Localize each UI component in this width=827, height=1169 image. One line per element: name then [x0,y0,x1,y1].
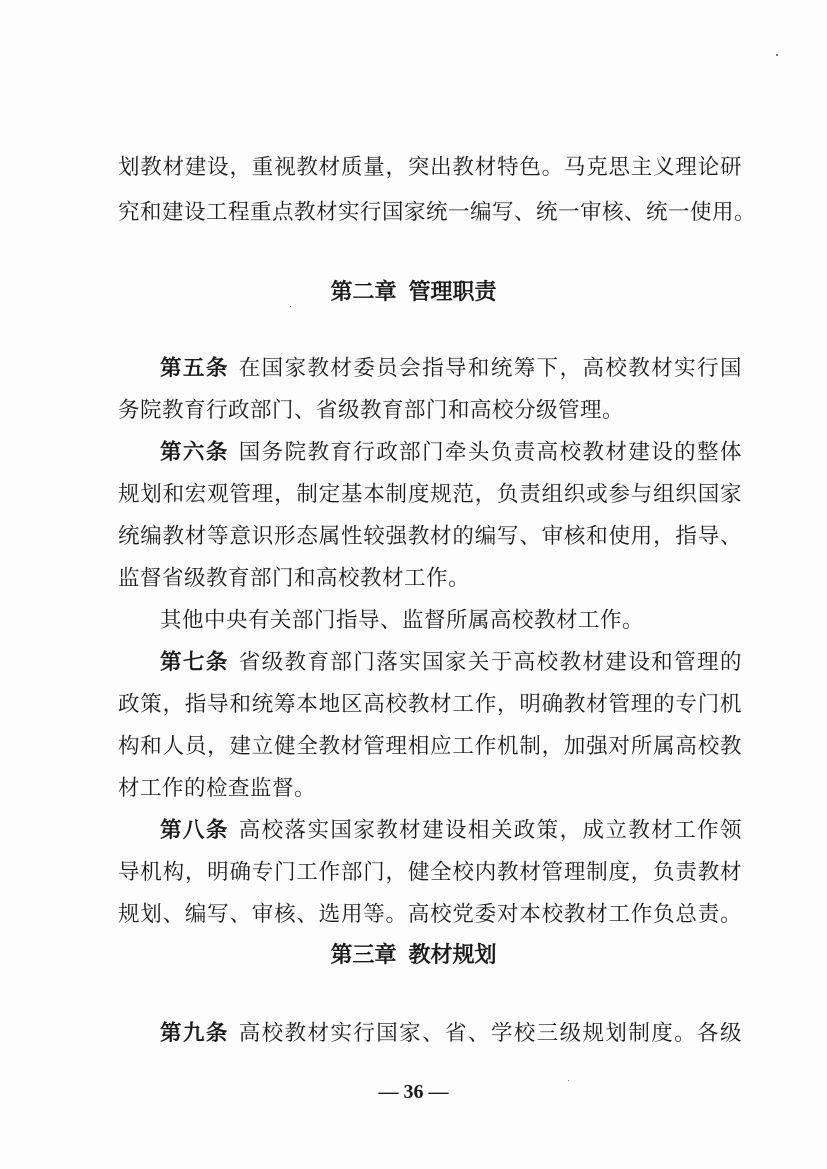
article-text: 省级教育部门落实国家关于高校教材建设和管理的 [238,650,742,675]
body-text-line: 政策，指导和统筹本地区高校教材工作，明确教材管理的专门机 [118,692,742,717]
chapter-title: 教材规划 [408,943,497,968]
body-text-line: 材工作的检查监督。 [118,776,317,801]
article-text: 在国家教材委员会指导和统筹下，高校教材实行国 [238,356,742,381]
body-text-line: 规划和宏观管理，制定基本制度规范，负责组织或参与组织国家 [118,482,742,507]
article-text: 高校落实国家教材建设相关政策，成立教材工作领 [238,818,742,843]
chapter-heading [0,277,827,309]
chapter-heading [0,940,827,972]
page-number: — 36 — [378,1081,449,1103]
article-label: 第五条 [160,356,229,381]
body-text-line: 划教材建设，重视教材质量，突出教材特色。马克思主义理论研 [118,155,742,180]
article-7-line [160,647,742,679]
body-text-line: 构和人员，建立健全教材管理相应工作机制，加强对所属高校教 [118,734,742,759]
body-text-line: 究和建设工程重点教材实行国家统一编写、统一审核、统一使用。 [118,200,757,225]
chapter-number: 第二章 [330,280,397,305]
body-text-line: 监督省级教育部门和高校教材工作。 [118,566,471,591]
article-text: 国务院教育行政部门牵头负责高校教材建设的整体 [238,440,742,465]
body-text-line: 规划、编写、审核、选用等。高校党委对本校教材工作负总责。 [118,902,742,927]
body-text-line: 务院教育行政部门、省级教育部门和高校分级管理。 [118,398,625,423]
article-label: 第八条 [160,818,229,843]
article-label: 第七条 [160,650,229,675]
article-label: 第六条 [160,440,229,465]
body-text-line: 导机构，明确专门工作部门，健全校内教材管理制度，负责教材 [118,860,742,885]
body-text-line: 统编教材等意识形态属性较强教材的编写、审核和使用，指导、 [118,524,742,549]
article-5-line [160,353,742,385]
chapter-number: 第三章 [330,943,397,968]
article-label: 第九条 [160,1021,229,1046]
body-text-line: 其他中央有关部门指导、监督所属高校教材工作。 [160,608,645,633]
chapter-title: 管理职责 [408,280,497,305]
article-6-line [160,437,742,469]
article-text: 高校教材实行国家、省、学校三级规划制度。各级 [238,1021,742,1046]
scan-speck [776,54,778,56]
article-9-line [160,1018,742,1050]
article-8-line [160,815,742,847]
